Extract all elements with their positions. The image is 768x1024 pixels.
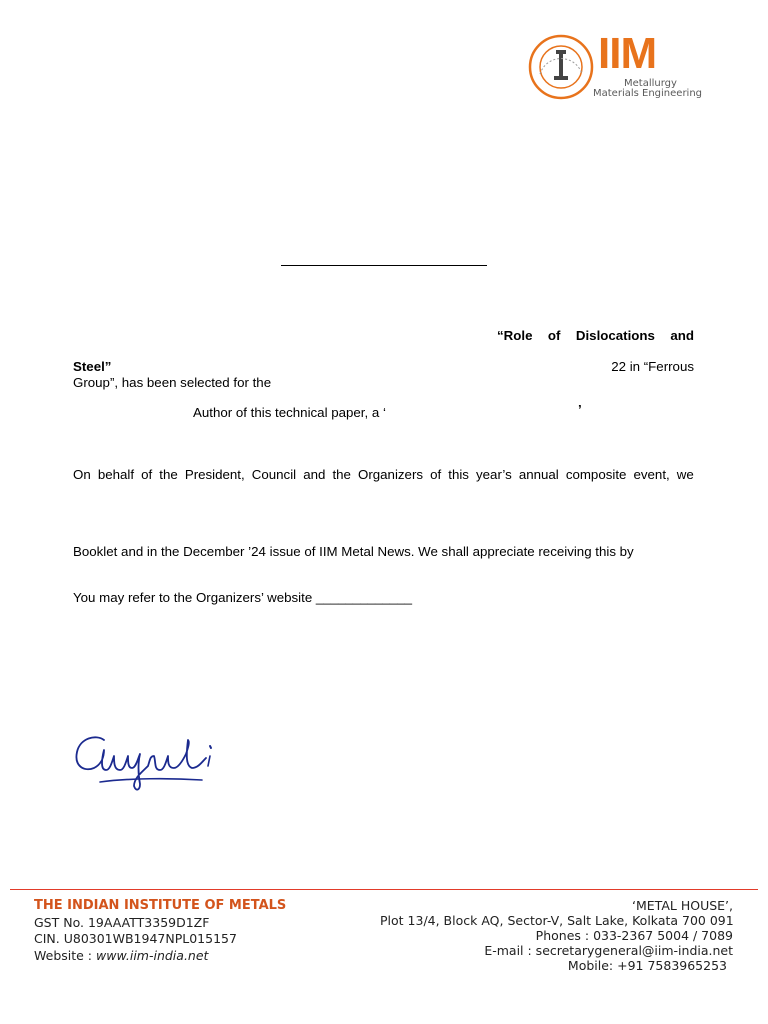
behalf-word: of xyxy=(141,467,153,482)
author-line: Author of this technical paper, a ‘ xyxy=(193,405,386,420)
author-quote-close: ’ xyxy=(578,402,582,417)
behalf-word: the xyxy=(332,467,351,482)
footer-cin: CIN. U80301WB1947NPL015157 xyxy=(34,931,237,946)
logo-tagline-2: Materials Engineering xyxy=(593,88,703,99)
footer-mobile: Mobile: +91 7583965253 xyxy=(567,958,727,973)
footer-org-name: THE INDIAN INSTITUTE OF METALS xyxy=(34,898,287,913)
behalf-word: annual xyxy=(518,467,559,482)
ferrous-text: 22 in “Ferrous xyxy=(611,359,694,374)
behalf-word: Council xyxy=(251,467,297,482)
iim-seal-icon xyxy=(528,34,594,100)
paper-title-word: and xyxy=(670,328,694,343)
footer-email[interactable]: E-mail : secretarygeneral@iim-india.net xyxy=(484,943,733,958)
behalf-word: the xyxy=(159,467,178,482)
footer-phones: Phones : 033-2367 5004 / 7089 xyxy=(535,928,733,943)
behalf-word: behalf xyxy=(97,467,135,482)
logo-tagline-1: Metallurgy xyxy=(624,78,677,89)
handwritten-signature xyxy=(70,726,220,798)
footer-building: ‘METAL HOUSE’, xyxy=(632,898,733,913)
website-reference-line: You may refer to the Organizers’ website _____________ xyxy=(73,590,413,605)
group-line: Group”, has been selected for the xyxy=(73,375,272,390)
behalf-line xyxy=(73,467,694,483)
footer-address: Plot 13/4, Block AQ, Sector-V, Salt Lake, Kolkata 700 091 xyxy=(380,913,734,928)
behalf-word: this xyxy=(448,467,469,482)
iim-logo xyxy=(528,29,703,102)
behalf-word: year’s xyxy=(476,467,512,482)
footer-website-row xyxy=(34,948,286,965)
behalf-word: President, xyxy=(184,467,245,482)
footer-right xyxy=(380,898,733,973)
footer-left xyxy=(34,898,286,964)
logo-letters: IIM xyxy=(598,29,657,78)
paper-title-word: of xyxy=(547,328,561,343)
behalf-word: of xyxy=(430,467,442,482)
title-underline xyxy=(281,265,487,266)
paper-title-word: Dislocations xyxy=(575,328,655,343)
footer-divider xyxy=(10,889,758,890)
footer-website-link[interactable]: www.iim-india.net xyxy=(96,947,209,963)
footer-gst: GST No. 19AAATT3359D1ZF xyxy=(34,914,210,930)
behalf-word: On xyxy=(73,467,91,482)
paper-title-steel: Steel” xyxy=(73,359,112,374)
paper-title xyxy=(497,328,694,344)
paper-title-word: “Role xyxy=(497,328,533,343)
behalf-word: composite xyxy=(565,467,627,482)
behalf-word: Organizers xyxy=(358,467,424,482)
footer-website-label: Website : xyxy=(34,947,96,963)
booklet-line: Booklet and in the December ’24 issue of IIM Metal News. We shall appreciate receiving this by xyxy=(73,544,634,559)
behalf-word: we xyxy=(676,467,694,482)
behalf-word: and xyxy=(303,467,326,482)
behalf-word: event, xyxy=(633,467,670,482)
